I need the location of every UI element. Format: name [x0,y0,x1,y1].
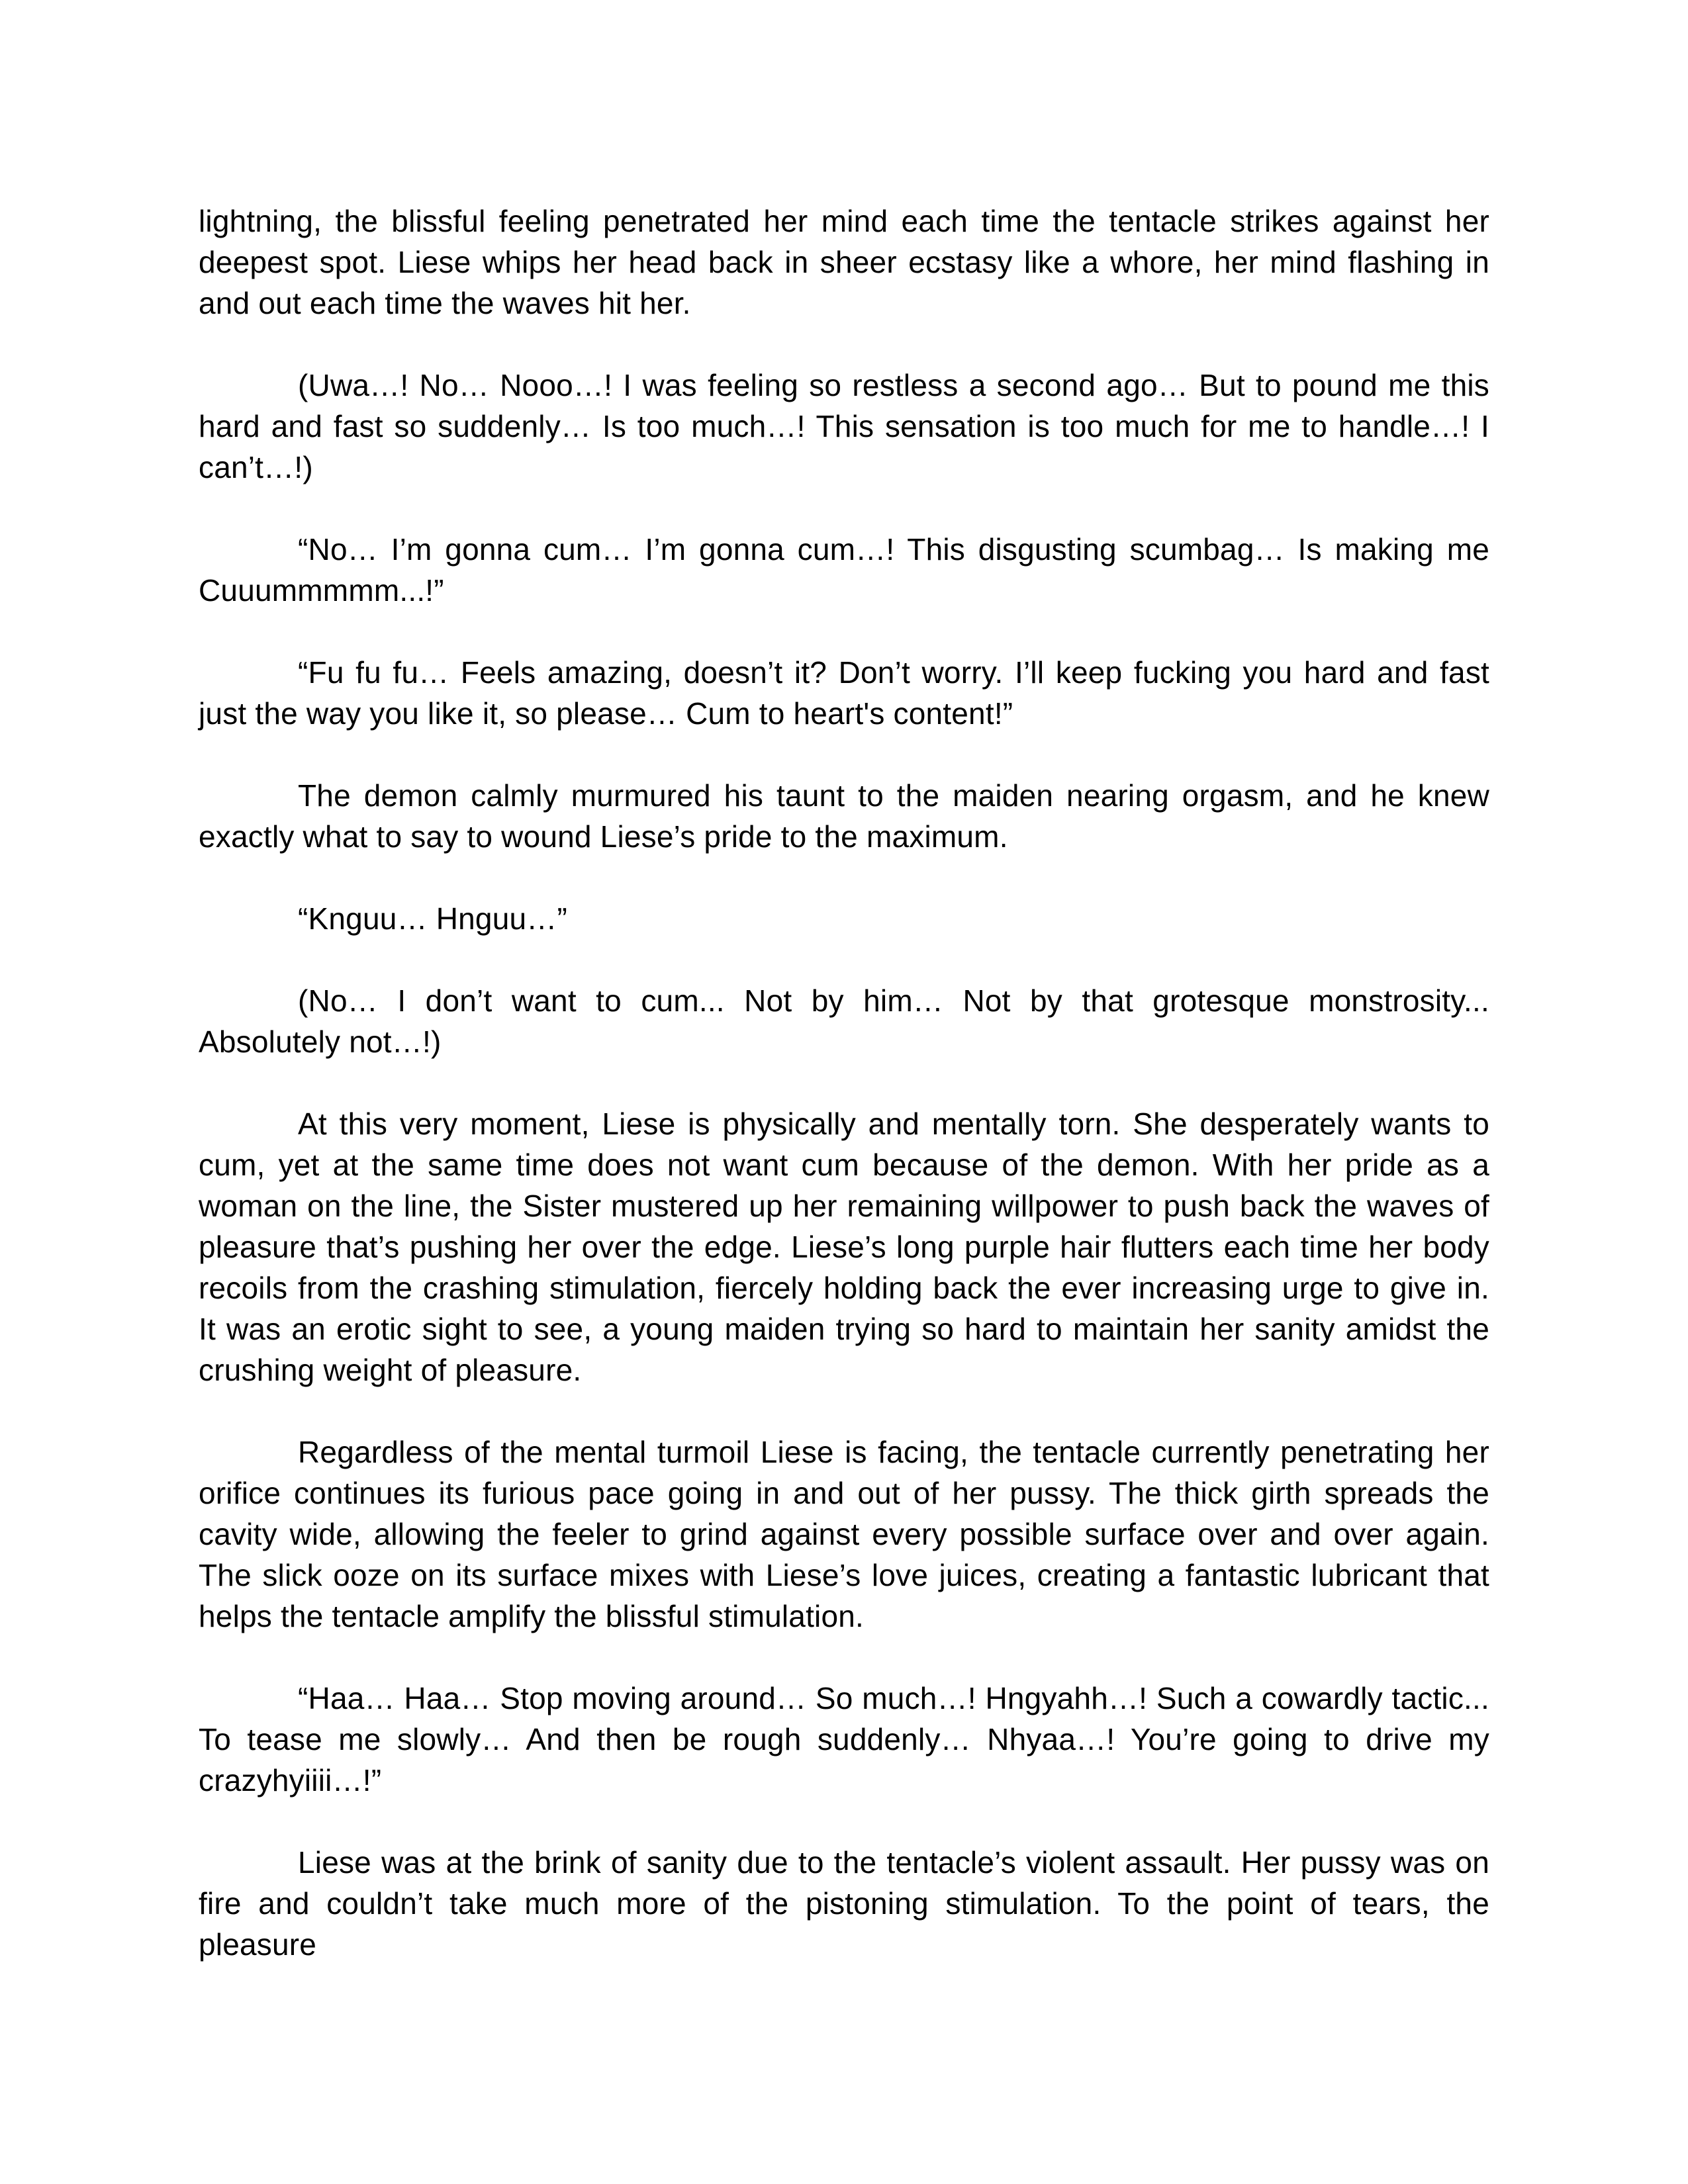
paragraph: “Knguu… Hnguu…” [298,901,567,936]
paragraph: At this very moment, Liese is physically and mentally torn. She desperately wants to cum, yet at the same time does not want cum because of the demon. With her pride as a woman on the line, the Sister mustered up her remaining willpower to push back the waves of pleasure that’s pushing her over the edge. Liese’s long purple hair flutters each time her body recoils from the crashing stimulation, fiercely holding back the ever increasing urge to give in. It was an erotic sight to see, a young maiden trying so hard to maintain her sanity amidst the crushing weight of pleasure. [199,1107,1489,1387]
paragraph: Regardless of the mental turmoil Liese is facing, the tentacle currently penetrating her orifice continues its furious pace going in and out of her pussy. The thick girth spreads the cavity wide, allowing the feeler to grind against every possible surface over and over again. The slick ooze on its surface mixes with Liese’s love juices, creating a fantastic lubricant that helps the tentacle amplify the blissful stimulation. [199,1435,1489,1633]
paragraph: “No… I’m gonna cum… I’m gonna cum…! This disgusting scumbag… Is making me Cuuummmmm...!” [199,532,1489,608]
paragraph: “Haa… Haa… Stop moving around… So much…! Hngyahh…! Such a cowardly tactic... To tease me slowly… And then be rough suddenly… Nhyaa…! You’re going to drive my crazyhyiiii…!” [199,1681,1489,1797]
paragraph: Liese was at the brink of sanity due to the tentacle’s violent assault. Her pussy was on fire and couldn’t take much more of the pistoning stimulation. To the point of tears, the pleasure [199,1845,1489,1962]
paragraph: The demon calmly murmured his taunt to the maiden nearing orgasm, and he knew exactly what to say to wound Liese’s pride to the maximum. [199,778,1489,854]
paragraph: (No… I don’t want to cum... Not by him… Not by that grotesque monstrosity... Absolutely not…!) [199,983,1489,1059]
paragraph: “Fu fu fu… Feels amazing, doesn’t it? Don’t worry. I’ll keep fucking you hard and fast just the way you like it, so please… Cum to heart's content!” [199,655,1489,731]
paragraph: lightning, the blissful feeling penetrated her mind each time the tentacle strikes against her deepest spot. Liese whips her head back in sheer ecstasy like a whore, her mind flashing in and out each time the waves hit her. [199,204,1489,320]
paragraph: (Uwa…! No… Nooo…! I was feeling so restless a second ago… But to pound me this hard and fast so suddenly… Is too much…! This sensation is too much for me to handle…! I can’t…!) [199,368,1489,484]
document-body [199,201,1489,1965]
